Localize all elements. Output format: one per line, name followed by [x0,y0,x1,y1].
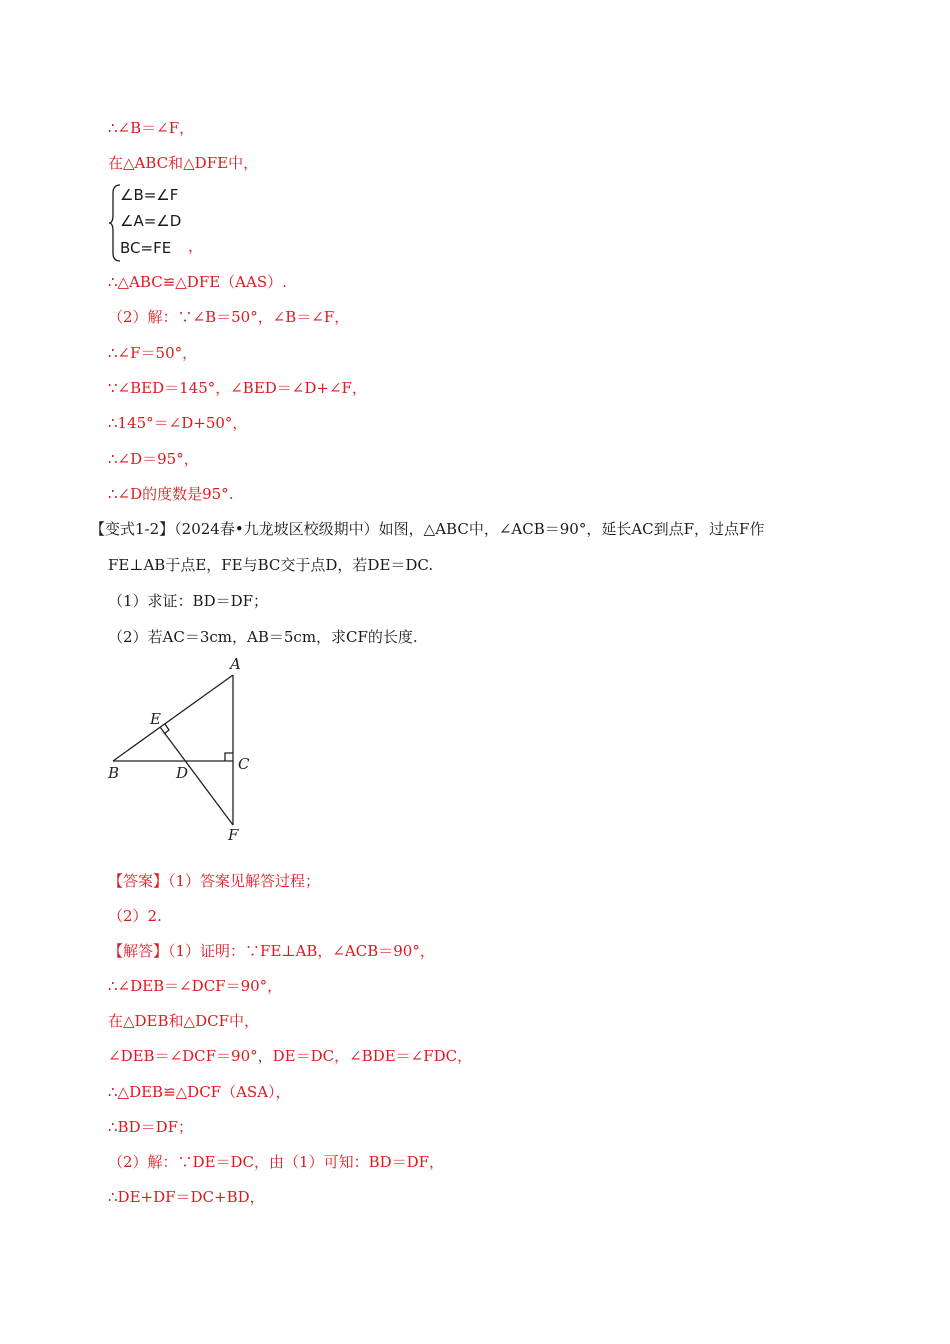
label-C: C [238,755,250,773]
system-row: ∠A=∠D [120,212,182,230]
solution-line: 在△DEB和△DCF中， [108,1012,259,1030]
solution-line: ∴∠DEB＝∠DCF＝90°， [108,977,283,995]
label-A: A [230,655,241,673]
text-line: ∴∠F＝50°， [108,344,198,362]
system-row: BC=FE [120,239,172,257]
question-2: （2）若AC＝3cm，AB＝5cm，求CF的长度. [108,628,418,646]
system-comma: ， [188,237,204,255]
equation-system [108,183,228,263]
solution-line: 【解答】（1）证明：∵FE⊥AB，∠ACB＝90°， [108,942,435,960]
text-line: ∴∠B＝∠F， [108,119,195,137]
system-row: ∠B=∠F [120,186,179,204]
answer-line: （2）2. [108,907,162,925]
solution-line: ∴DE+DF＝DC+BD， [108,1188,265,1206]
problem-statement: FE⊥AB于点E，FE与BC交于点D，若DE＝DC. [108,556,434,574]
problem-statement: 【变式1-2】（2024春•九龙坡区校级期中）如图，△ABC中，∠ACB＝90°，延长AC到点F，过点F作 [90,520,765,538]
text-line: ∴∠D＝95°， [108,450,199,468]
label-B: B [108,764,120,782]
answer-line: 【答案】（1）答案见解答过程； [108,872,321,890]
text-line: 在△ABC和△DFE中， [108,154,259,172]
label-F: F [228,826,239,844]
text-line: （2）解：∵∠B＝50°，∠B＝∠F， [108,308,350,326]
solution-line: ∠DEB＝∠DCF＝90°，DE＝DC，∠BDE＝∠FDC， [108,1047,473,1065]
text-line: ∴∠D的度数是95°. [108,485,234,503]
geometry-figure [100,650,270,850]
text-line: ∴△ABC≌△DFE（AAS）. [108,273,287,291]
label-D: D [176,764,189,782]
solution-line: ∴BD＝DF； [108,1118,194,1136]
solution-line: （2）解：∵DE＝DC，由（1）可知：BD＝DF， [108,1153,445,1171]
text-line: ∴145°＝∠D+50°， [108,414,248,432]
label-E: E [150,710,161,728]
question-1: （1）求证：BD＝DF； [108,592,269,610]
solution-line: ∴△DEB≌△DCF（ASA）， [108,1083,291,1101]
text-line: ∵∠BED＝145°，∠BED＝∠D+∠F， [108,379,367,397]
